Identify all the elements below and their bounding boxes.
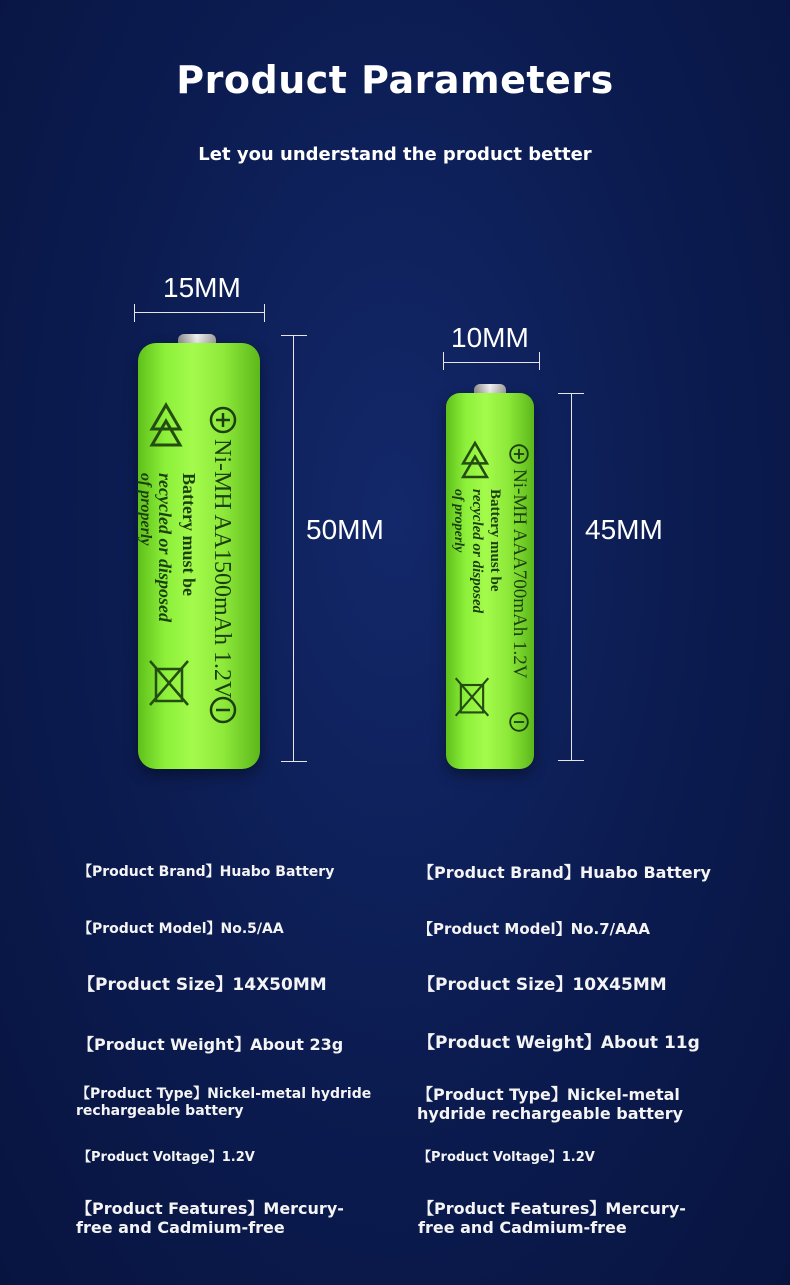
spec-left-size: 【Product Size】14X50MM: [78, 975, 327, 995]
spec-left-model: 【Product Model】No.5/AA: [78, 921, 284, 937]
spec-right-brand: 【Product Brand】Huabo Battery: [418, 863, 711, 882]
aaa-battery-line3: recycled or disposed: [469, 489, 485, 614]
aa-width-tick-left: [134, 304, 135, 322]
spec-right-type: 【Product Type】Nickel-metal hydride rechargeable battery: [417, 1085, 684, 1124]
aaa-width-tick-right: [539, 352, 540, 370]
aa-width-tick-right: [264, 304, 265, 322]
aaa-width-label: 10MM: [451, 322, 529, 353]
aaa-height-line: [571, 393, 572, 761]
spec-right-size: 【Product Size】10X45MM: [418, 975, 667, 995]
spec-right-model: 【Product Model】No.7/AAA: [418, 920, 650, 938]
aa-battery-chem-label: Ni-MH AA1500mAh 1.2V: [209, 439, 235, 699]
aaa-battery-line4: of properly: [451, 489, 466, 553]
page-title: Product Parameters: [176, 58, 614, 102]
recycle-icon: [458, 437, 492, 483]
aaa-battery-chem-label: Ni-MH AAA700mAh 1.2V: [509, 469, 530, 679]
aaa-battery-line2: Battery must be: [487, 489, 503, 592]
spec-left-voltage: 【Product Voltage】1.2V: [78, 1150, 255, 1165]
aa-height-label: 50MM: [306, 514, 384, 545]
spec-left-type: 【Product Type】Nickel-metal hydride rechargeable battery: [76, 1086, 372, 1119]
aa-width-label: 15MM: [163, 272, 241, 303]
plus-terminal-icon: [508, 443, 530, 465]
aa-battery: [138, 343, 260, 769]
aa-battery-line4: of properly: [137, 473, 154, 546]
aa-battery-line2: Battery must be: [179, 473, 199, 596]
aa-width-line: [134, 312, 265, 313]
aa-battery-line3: recycled or disposed: [155, 473, 175, 622]
aaa-height-tick-top: [558, 393, 584, 394]
crossed-bin-icon: [452, 673, 492, 721]
spec-left-features: 【Product Features】Mercury-free and Cadmium-free: [76, 1199, 344, 1238]
spec-right-weight: 【Product Weight】About 11g: [418, 1033, 700, 1053]
spec-right-voltage: 【Product Voltage】1.2V: [418, 1150, 595, 1165]
plus-terminal-icon: [208, 405, 238, 435]
aaa-width-tick-left: [443, 352, 444, 370]
recycle-icon: [146, 399, 186, 451]
aa-height-tick-top: [281, 335, 307, 336]
aaa-battery: [446, 393, 534, 769]
page-subtitle: Let you understand the product better: [198, 144, 592, 165]
aaa-height-label: 45MM: [585, 514, 663, 545]
aaa-width-line: [443, 362, 540, 363]
spec-right-features: 【Product Features】Mercury-free and Cadmium-free: [418, 1199, 686, 1238]
aaa-height-tick-bottom: [558, 760, 584, 761]
aa-height-tick-bottom: [281, 761, 307, 762]
minus-terminal-icon: [208, 695, 238, 725]
crossed-bin-icon: [146, 655, 192, 711]
spec-left-brand: 【Product Brand】Huabo Battery: [78, 864, 335, 880]
aa-height-line: [293, 335, 294, 762]
minus-terminal-icon: [508, 711, 530, 733]
spec-left-weight: 【Product Weight】About 23g: [78, 1035, 344, 1054]
